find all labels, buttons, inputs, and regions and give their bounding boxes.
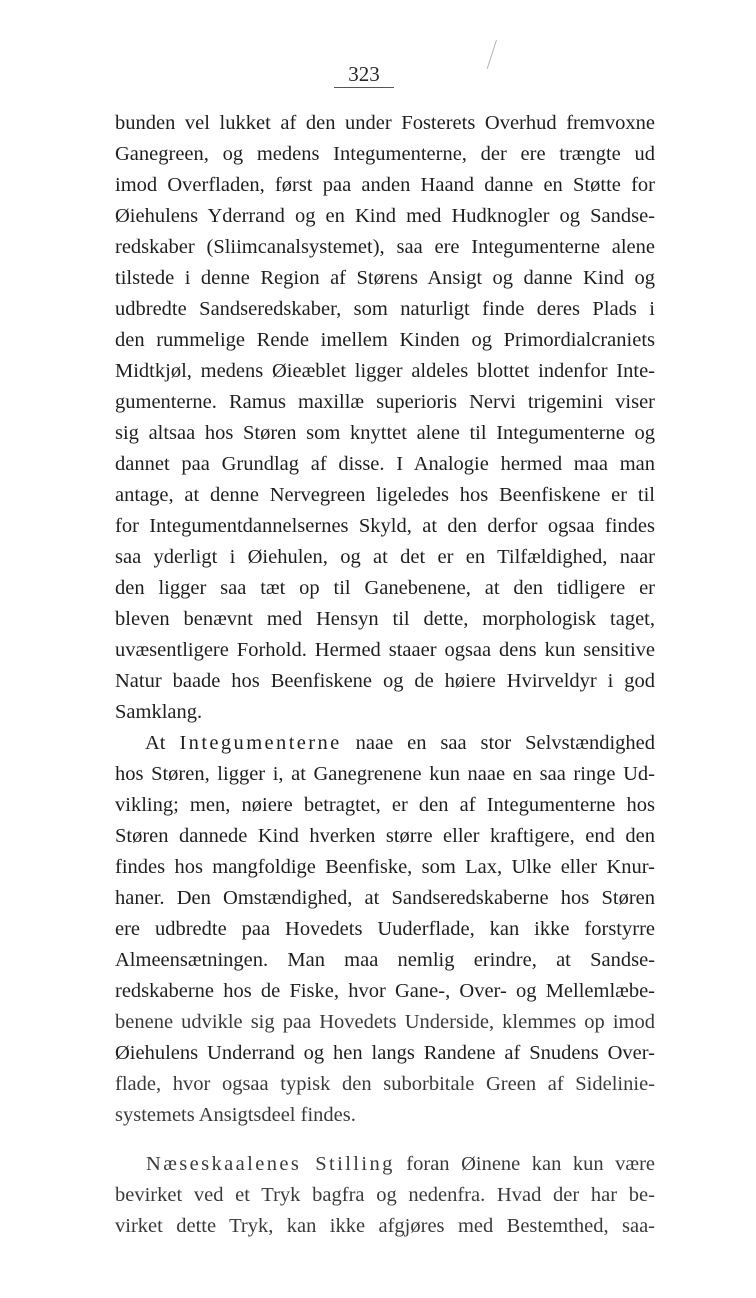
text-line: bevirket ved et Tryk bagfra og nedenfra. Hvad der har be- [115,1184,655,1206]
text-line: bleven benævnt med Hensyn til dette, morphologisk taget, [115,608,655,630]
text-line: flade, hvor ogsaa typisk den suborbitale Green af Sidelinie- [115,1073,655,1095]
text-line: systemets Ansigtsdeel findes. [115,1104,356,1126]
text-line: gumenterne. Ramus maxillæ superioris Nervi trigemini viser [115,391,655,413]
text-line: vikling; men, nøiere betragtet, er den af Integumenterne hos [115,794,655,816]
text-line: uvæsentligere Forhold. Hermed staaer ogsaa dens kun sensitive [115,639,655,661]
lead-prefix: At [145,732,180,754]
text-line: virket dette Tryk, kan ikke afgjøres med Bestemthed, saa- [115,1215,655,1237]
text-line: Støren dannede Kind hverken større eller kraftigere, end den [115,825,655,847]
text-line: tilstede i denne Region af Størens Ansigt og danne Kind og [115,267,655,289]
text-line: Midtkjøl, medens Øieæblet ligger aldeles blottet indenfor Inte- [115,360,655,382]
text-line: Øiehulens Yderrand og en Kind med Hudknogler og Sandse- [115,205,655,227]
text-line: den ligger saa tæt op til Ganebenene, at den tidligere er [115,577,655,599]
page-number-rule [334,87,394,88]
spaced-lead-term: Næseskaalenes Stilling [146,1153,395,1175]
spaced-lead-term: Integumenterne [179,732,342,754]
text-line: Natur baade hos Beenfiskene og de høiere Hvirveldyr i god [115,670,655,692]
text-line: udbredte Sandseredskaber, som naturligt finde deres Plads i [115,298,655,320]
text-line: bunden vel lukket af den under Fosterets Overhud fremvoxne [115,112,655,134]
paragraph-lead-line [145,731,655,755]
scan-artifact-mark [487,40,497,69]
text-line: benene udvikle sig paa Hovedets Underside, klemmes op imod [115,1011,655,1033]
text-line: hos Støren, ligger i, at Ganegrenene kun naae en saa ringe Ud- [115,763,655,785]
text-line: Ganegreen, og medens Integumenterne, der ere trængte ud [115,143,655,165]
text-line: den rummelige Rende imellem Kinden og Primordialcraniets [115,329,655,351]
lead-rest: naae en saa stor Selvstændighed [341,732,655,754]
paragraph-lead-line [146,1152,655,1176]
text-line: redskaberne hos de Fiske, hvor Gane-, Over- og Mellemlæbe- [115,980,655,1002]
text-line: haner. Den Omstændighed, at Sandseredskaberne hos Støren [115,887,655,909]
lead-rest: foran Øinene kan kun være [394,1153,655,1175]
text-line: findes hos mangfoldige Beenfiske, som Lax, Ulke eller Knur- [115,856,655,878]
text-line: saa yderligt i Øiehulen, og at det er en Tilfældighed, naar [115,546,655,568]
text-line: Øiehulens Underrand og hen langs Randene af Snudens Over- [115,1042,655,1064]
text-line: for Integumentdannelsernes Skyld, at den derfor ogsaa findes [115,515,655,537]
text-line: Samklang. [115,701,203,723]
text-line: imod Overfladen, først paa anden Haand danne en Støtte for [115,174,655,196]
text-line: sig altsaa hos Støren som knyttet alene til Integumenterne og [115,422,655,444]
text-line: ere udbredte paa Hovedets Uuderflade, kan ikke forstyrre [115,918,655,940]
text-line: redskaber (Sliimcanalsystemet), saa ere Integumenterne alene [115,236,655,258]
text-line: Almeensætningen. Man maa nemlig erindre, at Sandse- [115,949,655,971]
text-line: dannet paa Grundlag af disse. I Analogie hermed maa man [115,453,655,475]
text-line: antage, at denne Nervegreen ligeledes hos Beenfiskene er til [115,484,655,506]
page-number: 323 [348,62,380,86]
